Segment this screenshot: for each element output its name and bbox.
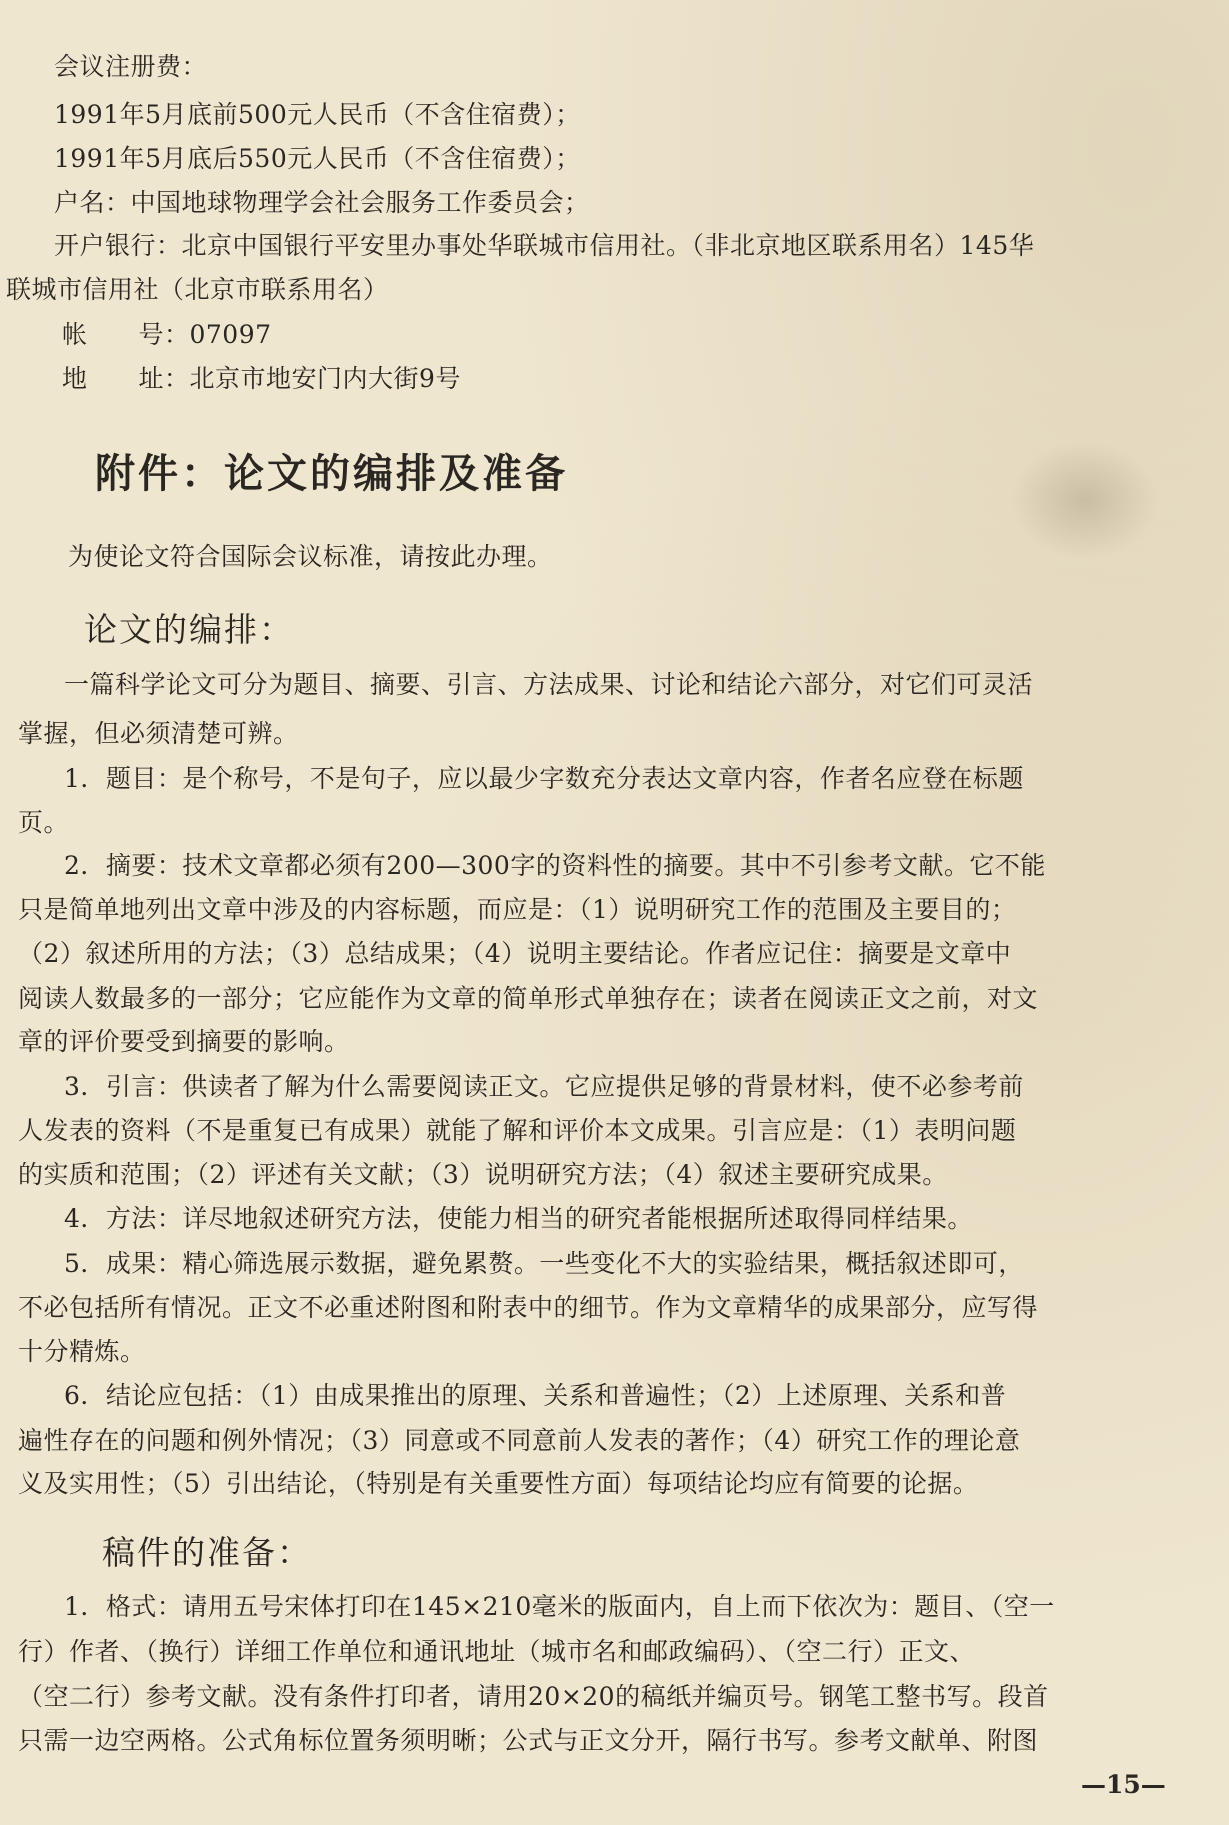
body-line: 2．摘要：技术文章都必须有200—300字的资料性的摘要。其中不引参考文献。它不能 (64, 851, 1046, 880)
body-line: （空二行）参考文献。没有条件打印者，请用20×20的稿纸并编页号。钢笔工整书写。段首 (18, 1682, 1049, 1711)
body-line: 1．题目：是个称号，不是句子，应以最少字数充分表达文章内容，作者名应登在标题 (64, 764, 1024, 793)
body-line: 1．格式：请用五号宋体打印在145×210毫米的版面内，自上而下依次为：题目、（空一 (64, 1592, 1055, 1621)
body-line: 3．引言：供读者了解为什么需要阅读正文。它应提供足够的背景材料，使不必参考前 (64, 1072, 1024, 1101)
body-line: 的实质和范围；（2）评述有关文献；（3）说明研究方法；（4）叙述主要研究成果。 (18, 1160, 948, 1189)
address: 地 址：北京市地安门内大街9号 (62, 364, 461, 393)
body-line: 5．成果：精心筛选展示数据，避免累赘。一些变化不大的实验结果，概括叙述即可， (64, 1249, 1024, 1278)
preparation-heading: 稿件的准备： (102, 1533, 312, 1572)
fee-late: 1991年5月底后550元人民币（不含住宿费）； (54, 144, 581, 173)
account-name: 户名：中国地球物理学会社会服务工作委员会； (54, 188, 590, 217)
body-line: 一篇科学论文可分为题目、摘要、引言、方法成果、讨论和结论六部分，对它们可灵活 (64, 670, 1034, 699)
arrangement-heading: 论文的编排： (84, 610, 294, 649)
body-line: 十分精炼。 (18, 1337, 146, 1366)
body-line: 只需一边空两格。公式角标位置务须明晰；公式与正文分开，隔行书写。参考文献单、附图 (18, 1726, 1039, 1755)
account-number: 帐 号：07097 (62, 320, 272, 349)
body-line: （2）叙述所用的方法；（3）总结成果；（4）说明主要结论。作者应记住：摘要是文章中 (18, 939, 1012, 968)
body-line: 6．结论应包括：（1）由成果推出的原理、关系和普遍性；（2）上述原理、关系和普 (64, 1381, 1007, 1410)
paper-stain (1010, 440, 1160, 560)
body-line: 章的评价要受到摘要的影响。 (18, 1027, 350, 1056)
appendix-intro: 为使论文符合国际会议标准，请按此办理。 (68, 542, 553, 571)
body-line: 4．方法：详尽地叙述研究方法，使能力相当的研究者能根据所述取得同样结果。 (64, 1204, 973, 1233)
appendix-title: 附件：论文的编排及准备 (95, 450, 568, 497)
bank-line-2: 联城市信用社（北京市联系用名） (6, 275, 389, 304)
fee-early: 1991年5月底前500元人民币（不含住宿费）； (54, 100, 581, 129)
body-line: 不必包括所有情况。正文不必重述附图和附表中的细节。作为文章精华的成果部分，应写得 (18, 1293, 1039, 1322)
body-line: 只是简单地列出文章中涉及的内容标题，而应是：（1）说明研究工作的范围及主要目的； (18, 895, 1017, 924)
fee-title: 会议注册费： (54, 52, 208, 81)
body-line: 行）作者、（换行）详细工作单位和通讯地址（城市名和邮政编码）、（空二行）正文、 (18, 1637, 976, 1666)
body-line: 遍性存在的问题和例外情况；（3）同意或不同意前人发表的著作；（4）研究工作的理论意 (18, 1426, 1021, 1455)
body-line: 掌握，但必须清楚可辨。 (18, 719, 299, 748)
bank-line-1: 开户银行：北京中国银行平安里办事处华联城市信用社。（非北京地区联系用名）145华 (54, 231, 1035, 260)
body-line: 阅读人数最多的一部分；它应能作为文章的简单形式单独存在；读者在阅读正文之前，对文 (18, 984, 1039, 1013)
body-line: 人发表的资料（不是重复已有成果）就能了解和评价本文成果。引言应是：（1）表明问题 (18, 1116, 1017, 1145)
page-number: —15— (1081, 1770, 1166, 1799)
body-line: 页。 (18, 808, 70, 837)
body-line: 义及实用性；（5）引出结论，（特别是有关重要性方面）每项结论均应有简要的论据。 (18, 1469, 979, 1498)
